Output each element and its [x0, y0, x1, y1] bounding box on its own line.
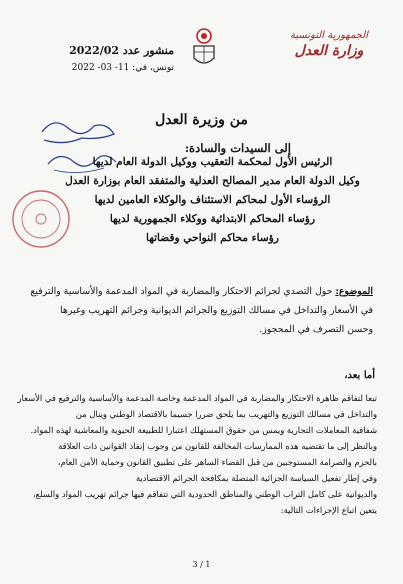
recipient-line: الرئيس الأول لمحكمة التعقيب ووكيل الدولة العام لديها [92, 156, 333, 168]
subject-line: في الأسعار والتداخل في مسالك التوزيع والجرائم الديوانية وجرائم التهريب وغيرها [60, 305, 373, 316]
body-line: وفي إطار تفعيل السياسة الجزائية المتصلة بمكافحة الجرائم الاقتصادية [135, 473, 377, 483]
recipients-list [40, 153, 385, 248]
subject-block [30, 282, 373, 339]
body-line: والديوانية على كامل التراب الوطني والمناطق الحدودية التي تتفاقم فيها جرائم تهريب المواد والسلع، [32, 489, 377, 499]
body-text [17, 390, 377, 518]
greeting: أما بعد، [344, 370, 375, 381]
circular-number: منشور عدد 2022/02 [69, 44, 174, 57]
page-number: 3 / 1 [192, 560, 211, 569]
subject-label: الموضوع: [335, 286, 373, 297]
recipient-line: رؤساء محاكم النواحي وقضاتها [145, 232, 280, 244]
recipient-line: رؤساء المحاكم الابتدائية ووكلاء الجمهورية لديها [109, 213, 316, 225]
body-line: تبعا لتفاقم ظاهرة الاحتكار والمضاربة في المواد المدعمة وخاصة المدعمة والأساسية والترفيع في الأسعار [17, 393, 377, 403]
circular-date: تونس، في: 11- 03- 2022 [71, 63, 174, 73]
recipient-line: الرؤساء الأول لمحاكم الاستئناف والوكلاء العامين لديها [94, 194, 331, 206]
subject-line [30, 282, 373, 301]
from-line: من وزيرة العدل [155, 112, 248, 128]
tunisia-emblem-icon [190, 24, 218, 70]
addressee-heading: إلى السيدات والسادة: [184, 141, 291, 155]
ministry-stamp [10, 188, 72, 250]
ministry-label: وزارة العدل [294, 43, 364, 59]
letterhead-ministry [269, 30, 389, 59]
body-line: شفافية المعاملات التجارية ويمس من حقوق المستهلك اعتبارا للطبيعة الحيوية والمعاشية لهذه المواد. [30, 425, 377, 435]
subject-text: حول التصدي لجرائم الاحتكار والمضاربة في المواد المدعمة والأساسية والترفيع [30, 286, 333, 297]
body-line: يتعين اتباع الإجراءات التالية: [280, 505, 377, 515]
body-line: وبالنظر إلى ما تقتضيه هذه الممارسات المخالفة للقانون من وجوب إنفاذ القوانين ذات العلاقة [58, 441, 377, 451]
body-line: بالحزم والصرامة المستوجبين من قبل القضاء الساهر على تطبيق القانون وحماية الأمن العام، [57, 457, 377, 467]
recipient-line: وكيل الدولة العام مدير المصالح العدلية والمتفقد العام بوزارة العدل [65, 175, 360, 187]
body-line: والتداخل في مسالك التوزيع والتهريب بما يلحق ضررا جسيما بالاقتصاد الوطني وينال من [75, 409, 377, 419]
circular-info [58, 44, 174, 73]
subject-line: وحسن التصرف في المحجوز. [259, 324, 373, 335]
republic-label: الجمهورية التونسية [289, 30, 369, 41]
